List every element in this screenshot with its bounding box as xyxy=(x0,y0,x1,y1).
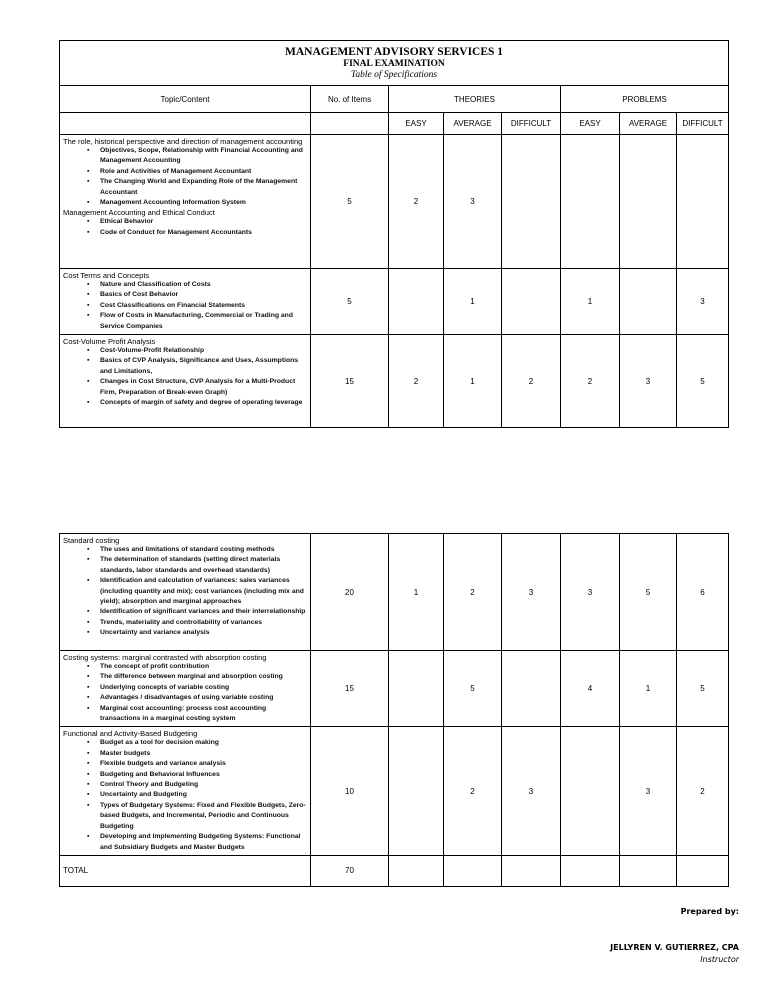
topic-bullet: ▪ Advantages / disadvantages of using variable costing xyxy=(100,693,308,703)
topic-cell xyxy=(60,727,311,855)
topic-bullet: ▪ The concept of profit contribution xyxy=(100,662,308,672)
theories-easy-cell: 1 xyxy=(389,534,444,651)
topic-bullet: ▪ Trends, materiality and controllability of variances xyxy=(100,618,308,628)
topic-bullet: ▪ Basics of Cost Behavior xyxy=(100,290,308,300)
blank-cell xyxy=(620,855,677,886)
problems-easy-cell: 3 xyxy=(561,534,620,651)
theories-average-cell: 2 xyxy=(444,727,502,855)
topic-title: Cost-Volume Profit Analysis xyxy=(63,337,156,347)
items-cell: 5 xyxy=(311,269,389,335)
topic-bullet-list xyxy=(63,545,308,639)
topic-bullet: ▪ Marginal cost accounting: process cost accounting transactions in a marginal costing system xyxy=(100,704,308,725)
document-title: MANAGEMENT ADVISORY SERVICES 1 xyxy=(285,45,504,58)
topic-bullet: ▪ Changes in Cost Structure, CVP Analysis for a Multi-Product Firm, Preparation of Break-even Graph) xyxy=(100,377,308,398)
topic-bullet: ▪ Uncertainty and Budgeting xyxy=(100,790,308,800)
topic-bullet: ▪ Cost Classifications on Financial Statements xyxy=(100,301,308,311)
topic-bullet: ▪ Budget as a tool for decision making xyxy=(100,738,308,748)
col-header-theories: THEORIES xyxy=(389,86,561,113)
theories-average-cell: 2 xyxy=(444,534,502,651)
problems-average-cell: 3 xyxy=(620,727,677,855)
problems-difficult-cell: 6 xyxy=(677,534,729,651)
topic-title: Management Accounting and Ethical Conduct xyxy=(63,208,215,218)
theories-difficult-cell: 3 xyxy=(502,534,561,651)
table-row xyxy=(60,269,729,335)
preparer-name: JELLYREN V. GUTIERREZ, CPA xyxy=(610,943,739,952)
items-cell: 15 xyxy=(311,651,389,727)
topic-bullet: ▪ Nature and Classification of Costs xyxy=(100,280,308,290)
problems-average-cell: 5 xyxy=(620,534,677,651)
topic-bullet-list xyxy=(63,738,308,852)
theories-easy-cell xyxy=(389,727,444,855)
col-header-problems-average: AVERAGE xyxy=(620,113,677,135)
topic-cell xyxy=(60,534,311,651)
topic-bullet: ▪ Developing and Implementing Budgeting Systems: Functional and Subsidiary Budgets and Master Budgets xyxy=(100,832,308,853)
table-row xyxy=(60,135,729,269)
topic-title: Functional and Activity-Based Budgeting xyxy=(63,729,198,739)
topic-bullet: ▪ Types of Budgetary Systems: Fixed and Flexible Budgets, Zero-based Budgets, and Incremental, Periodic and Continuous Budgeting xyxy=(100,801,308,832)
topic-bullet: ▪ Role and Activities of Management Accountant xyxy=(100,167,308,177)
theories-average-cell: 1 xyxy=(444,335,502,428)
problems-average-cell: 3 xyxy=(620,335,677,428)
specification-table-top xyxy=(59,40,729,428)
items-cell: 20 xyxy=(311,534,389,651)
theories-difficult-cell xyxy=(502,135,561,269)
col-header-problems-difficult: DIFFICULT xyxy=(677,113,729,135)
topic-bullet-list xyxy=(63,146,308,208)
theories-difficult-cell xyxy=(502,651,561,727)
document-header xyxy=(60,41,729,86)
table-row xyxy=(60,727,729,855)
topic-bullet: ▪ Flow of Costs in Manufacturing, Commercial or Trading and Service Companies xyxy=(100,311,308,332)
topic-title: Cost Terms and Concepts xyxy=(63,271,150,280)
topic-bullet: ▪ Management Accounting Information System xyxy=(100,198,308,208)
problems-easy-cell: 4 xyxy=(561,651,620,727)
total-row xyxy=(60,855,729,886)
theories-easy-cell xyxy=(389,269,444,335)
topic-bullet-list xyxy=(63,662,308,724)
table-row xyxy=(60,335,729,428)
problems-difficult-cell: 5 xyxy=(677,335,729,428)
theories-difficult-cell xyxy=(502,269,561,335)
problems-easy-cell: 1 xyxy=(561,269,620,335)
table-row xyxy=(60,651,729,727)
topic-bullet: ▪ Concepts of margin of safety and degree of operating leverage xyxy=(100,398,308,408)
topic-title: The role, historical perspective and direction of management accounting xyxy=(63,137,303,146)
problems-easy-cell xyxy=(561,135,620,269)
problems-easy-cell: 2 xyxy=(561,335,620,428)
topic-bullet: ▪ Flexible budgets and variance analysis xyxy=(100,759,308,769)
items-cell: 10 xyxy=(311,727,389,855)
col-header-theories-easy: EASY xyxy=(389,113,444,135)
topic-bullet: ▪ Budgeting and Behavioral Influences xyxy=(100,770,308,780)
table-body-bottom xyxy=(60,534,729,856)
topic-cell xyxy=(60,651,311,727)
topic-bullet: ▪ Identification and calculation of variances: sales variances (including quantity and mix); cost variances (including mix and yield); absorption and marginal approaches xyxy=(100,576,308,607)
specification-table-bottom xyxy=(59,533,729,887)
topic-title: Costing systems: marginal contrasted with absorption costing xyxy=(63,653,267,662)
problems-average-cell xyxy=(620,269,677,335)
blank-cell xyxy=(389,855,444,886)
topic-cell xyxy=(60,269,311,335)
document-caption: Table of Specifications xyxy=(350,69,438,80)
total-items: 70 xyxy=(311,855,389,886)
problems-average-cell xyxy=(620,135,677,269)
problems-difficult-cell: 5 xyxy=(677,651,729,727)
topic-bullet: ▪ Basics of CVP Analysis, Significance and Uses, Assumptions and Limitations, xyxy=(100,356,308,377)
topic-bullet: ▪ The difference between marginal and absorption costing xyxy=(100,672,308,682)
topic-bullet: ▪ Master budgets xyxy=(100,749,308,759)
items-cell: 15 xyxy=(311,335,389,428)
col-header-theories-average: AVERAGE xyxy=(444,113,502,135)
topic-bullet: ▪ Objectives, Scope, Relationship with Financial Accounting and Management Accounting xyxy=(100,146,308,167)
preparer-role: Instructor xyxy=(700,955,739,964)
col-header-theories-difficult: DIFFICULT xyxy=(502,113,561,135)
topic-cell xyxy=(60,135,311,269)
col-header-problems: PROBLEMS xyxy=(561,86,729,113)
theories-easy-cell: 2 xyxy=(389,135,444,269)
topic-bullet: ▪ Control Theory and Budgeting xyxy=(100,780,308,790)
theories-difficult-cell: 3 xyxy=(502,727,561,855)
topic-bullet: ▪ The determination of standards (setting direct materials standards, labor standards and overhead standards) xyxy=(100,555,308,576)
problems-difficult-cell xyxy=(677,135,729,269)
col-header-problems-easy: EASY xyxy=(561,113,620,135)
topic-bullet: ▪ Ethical Behavior xyxy=(100,217,308,227)
blank-cell xyxy=(311,113,389,135)
topic-bullet-list xyxy=(63,217,308,238)
problems-difficult-cell: 2 xyxy=(677,727,729,855)
topic-bullet: ▪ The uses and limitations of standard costing methods xyxy=(100,545,308,555)
theories-easy-cell: 2 xyxy=(389,335,444,428)
problems-difficult-cell: 3 xyxy=(677,269,729,335)
topic-bullet-list xyxy=(63,280,308,332)
theories-easy-cell xyxy=(389,651,444,727)
blank-cell xyxy=(502,855,561,886)
theories-difficult-cell: 2 xyxy=(502,335,561,428)
topic-cell xyxy=(60,335,311,428)
topic-bullet: ▪ Underlying concepts of variable costing xyxy=(100,683,308,693)
problems-average-cell: 1 xyxy=(620,651,677,727)
topic-bullet: ▪ Identification of significant variances and their interrelationship xyxy=(100,607,308,617)
document-subtitle: FINAL EXAMINATION xyxy=(343,58,445,69)
theories-average-cell: 5 xyxy=(444,651,502,727)
col-header-topic: Topic/Content xyxy=(60,86,311,113)
table-row xyxy=(60,534,729,651)
topic-bullet: ▪ Uncertainty and variance analysis xyxy=(100,628,308,638)
items-cell: 5 xyxy=(311,135,389,269)
blank-cell xyxy=(444,855,502,886)
theories-average-cell: 1 xyxy=(444,269,502,335)
topic-bullet: ▪ The Changing World and Expanding Role of the Management Accountant xyxy=(100,177,308,198)
topic-title: Standard costing xyxy=(63,536,120,545)
total-label: TOTAL xyxy=(60,855,311,886)
problems-easy-cell xyxy=(561,727,620,855)
prepared-by-label: Prepared by: xyxy=(680,907,739,916)
table-body-top xyxy=(60,135,729,428)
col-header-items: No. of Items xyxy=(311,86,389,113)
theories-average-cell: 3 xyxy=(444,135,502,269)
topic-bullet-list xyxy=(63,346,308,408)
blank-cell xyxy=(60,113,311,135)
blank-cell xyxy=(677,855,729,886)
topic-bullet: ▪ Code of Conduct for Management Accountants xyxy=(100,228,308,238)
topic-bullet: ▪ Cost-Volume-Profit Relationship xyxy=(100,346,308,356)
blank-cell xyxy=(561,855,620,886)
